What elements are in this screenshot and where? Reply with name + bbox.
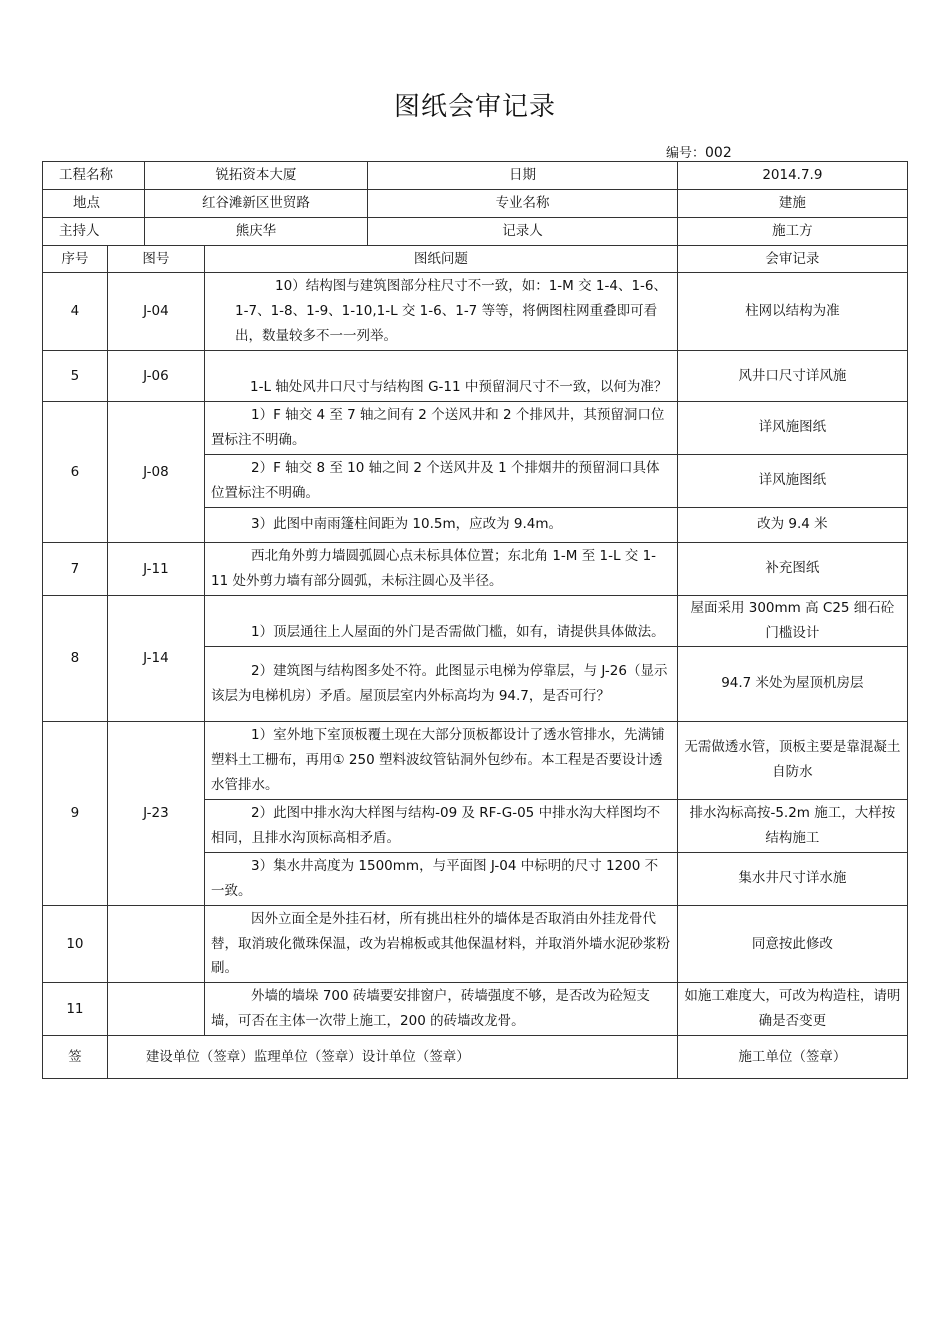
review-record-table [42,161,908,1079]
issue-text: 10）结构图与建筑图部分柱尺寸不一致，如：1-M 交 1-4、1-6、1-7、1-8、1-9、1-10,1-L 交 1-6、1-7 等等，将俩图柱网重叠即可看出，数量较多不一一列举。 [235,278,667,344]
date-label: 日期 [368,162,678,190]
issue-text: 1）F 轴交 4 至 7 轴之间有 2 个送风井和 2 个排风井，其预留洞口位置标注不明确。 [211,407,665,448]
date-value: 2014.7.9 [677,162,907,190]
seq-cell: 8 [43,595,108,721]
drawing-cell: J-23 [107,721,204,905]
record-cell: 改为 9.4 米 [677,507,907,542]
record-cell: 如施工难度大，可改为构造柱，请明确是否变更 [677,983,907,1036]
table-row [43,351,908,402]
document-number [666,142,732,161]
seq-cell: 7 [43,542,108,595]
header-row-location [43,190,908,218]
record-cell: 排水沟标高按-5.2m 施工，大样按结构施工 [677,799,907,852]
location-label: 地点 [43,190,145,218]
issue-text: 2）建筑图与结构图多处不符。此图显示电梯为停靠层，与 J-26（显示该层为电梯机房）矛盾。屋顶层室内外标高均为 94.7，是否可行？ [211,662,668,704]
signature-row [43,1036,908,1079]
issue-cell [205,983,678,1036]
table-row [43,983,908,1036]
drawing-cell: J-08 [107,402,204,543]
host-label: 主持人 [43,218,145,246]
issue-cell [205,646,678,721]
table-row [43,721,908,799]
project-name-label: 工程名称 [43,162,145,190]
seq-cell: 5 [43,351,108,402]
signature-parties: 建设单位（签章）监理单位（签章）设计单位（签章） [107,1036,677,1079]
issue-text: 1）顶层通往上人屋面的外门是否需做门槛，如有，请提供具体做法。 [251,623,665,640]
column-header-row [43,246,908,273]
issue-cell [205,454,678,507]
seq-cell: 9 [43,721,108,905]
record-cell: 补充图纸 [677,542,907,595]
record-cell: 详风施图纸 [677,402,907,455]
signature-label: 签 [43,1036,108,1079]
recorder-label: 记录人 [368,218,678,246]
location-value: 红谷滩新区世贸路 [144,190,368,218]
record-cell: 详风施图纸 [677,454,907,507]
issue-cell [205,351,678,402]
issue-text: 3）集水井高度为 1500mm，与平面图 J-04 中标明的尺寸 1200 不一致。 [211,857,659,899]
issue-text: 外墙的墙垛 700 砖墙要安排窗户，砖墙强度不够，是否改为砼短支墙，可否在主体一次带上施工，200 的砖墙改龙骨。 [211,988,650,1030]
issue-text: 西北角外剪力墙圆弧圆心点未标具体位置；东北角 1-M 至 1-L 交 1-11 处外剪力墙有部分圆弧，未标注圆心及半径。 [211,547,657,589]
record-cell: 94.7 米处为屋顶机房层 [677,646,907,721]
drawing-cell [107,983,204,1036]
drawing-column-header: 图号 [107,246,204,273]
issue-column-header: 图纸问题 [205,246,678,273]
drawing-cell: J-11 [107,542,204,595]
issue-text: 1）室外地下室顶板覆土现在大部分顶板都设计了透水管排水，先满铺塑料土工栅布，再用① 250 塑料波纹管钻洞外包纱布。本工程是否要设计透水管排水。 [211,726,665,793]
issue-text: 因外立面全是外挂石材，所有挑出柱外的墙体是否取消由外挂龙骨代替，取消玻化微珠保温，改为岩棉板或其他保温材料，并取消外墙水泥砂浆粉刷。 [211,910,671,977]
drawing-cell [107,905,204,983]
drawing-cell: J-04 [107,273,204,351]
issue-cell [205,799,678,852]
issue-cell [205,721,678,799]
seq-cell: 11 [43,983,108,1036]
issue-cell [205,905,678,983]
document-number-label: 编号： [666,146,706,161]
header-row-host [43,218,908,246]
seq-cell: 4 [43,273,108,351]
seq-cell: 6 [43,402,108,543]
issue-text: 1-L 轴处风井口尺寸与结构图 G-11 中预留洞尺寸不一致，以何为准？ [250,379,668,396]
issue-text: 2）此图中排水沟大样图与结构-09 及 RF-G-05 中排水沟大样图均不相同，且排水沟顶标高相矛盾。 [211,804,661,846]
record-cell: 柱网以结构为准 [677,273,907,351]
specialty-value: 建施 [677,190,907,218]
table-row [43,402,908,455]
issue-cell [205,852,678,905]
host-value: 熊庆华 [144,218,368,246]
issue-text: 2）F 轴交 8 至 10 轴之间 2 个送风井及 1 个排烟井的预留洞口具体位置标注不明确。 [211,459,660,501]
header-row-project [43,162,908,190]
project-name-value: 锐拓资本大厦 [144,162,368,190]
seq-cell: 10 [43,905,108,983]
specialty-label: 专业名称 [368,190,678,218]
record-cell: 屋面采用 300mm 高 C25 细石砼门槛设计 [677,595,907,646]
page-title: 图纸会审记录 [393,92,556,122]
table-row [43,542,908,595]
table-row [43,273,908,351]
issue-cell [205,507,678,542]
seq-column-header: 序号 [43,246,108,273]
drawing-cell: J-06 [107,351,204,402]
issue-cell [205,402,678,455]
recorder-value: 施工方 [677,218,907,246]
drawing-cell: J-14 [107,595,204,721]
table-row [43,905,908,983]
issue-text: 3）此图中南雨篷柱间距为 10.5m，应改为 9.4m。 [251,516,563,533]
table-row [43,595,908,646]
contractor-signature: 施工单位（签章） [677,1036,907,1079]
record-cell: 集水井尺寸详水施 [677,852,907,905]
record-cell: 风井口尺寸详风施 [677,351,907,402]
record-cell: 同意按此修改 [677,905,907,983]
document-number-value: 002 [705,145,732,161]
issue-cell [205,595,678,646]
issue-cell [205,542,678,595]
record-cell: 无需做透水管，顶板主要是靠混凝土自防水 [677,721,907,799]
issue-cell [205,273,678,351]
record-column-header: 会审记录 [677,246,907,273]
